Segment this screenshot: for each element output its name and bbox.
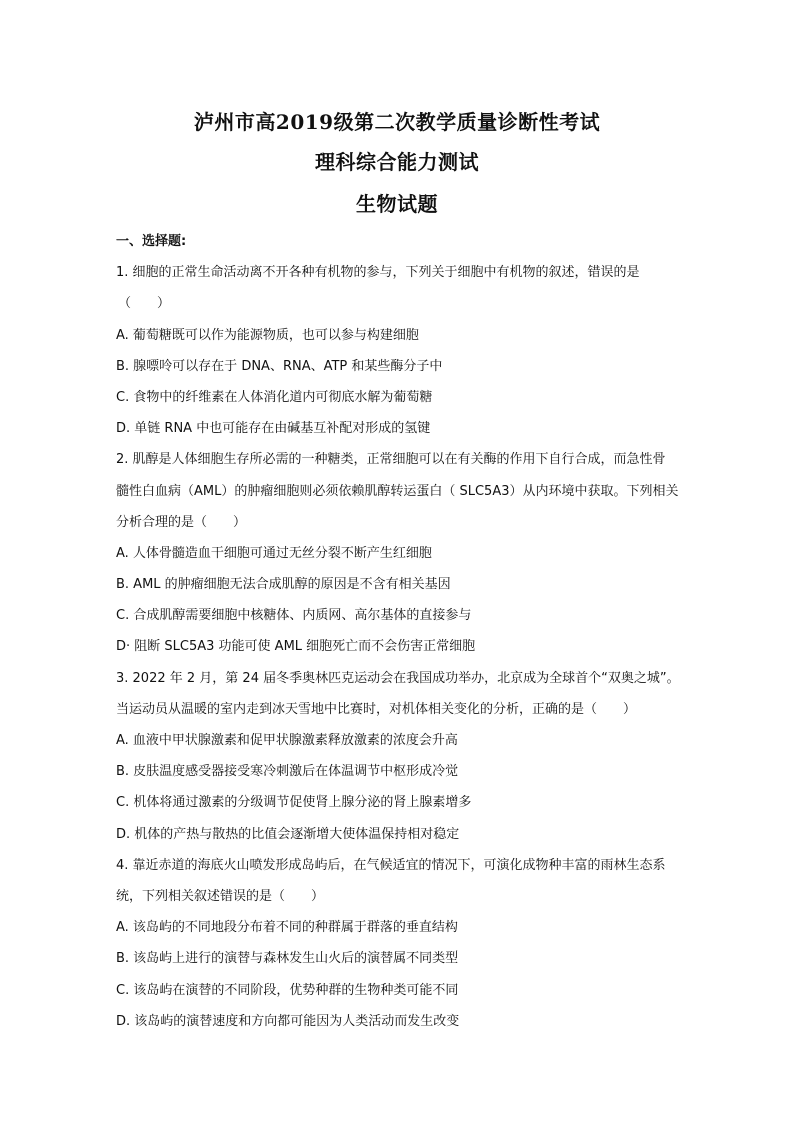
question-stem-line: 3. 2022 年 2 月，第 24 届冬季奥林匹克运动会在我国成功举办，北京成为全球首个“双奥之城”。 — [116, 670, 680, 686]
option-d: D. 单链 RNA 中也可能存在由碱基互补配对形成的氢键 — [116, 421, 431, 437]
question-stem-line: 统，下列相关叙述错误的是（ ） — [116, 888, 325, 904]
question-2 — [116, 444, 691, 662]
question-stem-line: 1. 细胞的正常生命活动离不开各种有机物的参与，下列关于细胞中有机物的叙述，错误的是 — [116, 265, 640, 281]
exam-title: 泸州市高2019级第二次教学质量诊断性考试 — [193, 110, 601, 134]
subject-title: 生物试题 — [356, 192, 438, 216]
option-d: D. 该岛屿的演替速度和方向都可能因为人类活动而发生改变 — [116, 1013, 460, 1029]
option-d: D. 机体的产热与散热的比值会逐渐增大使体温保持相对稳定 — [116, 826, 460, 842]
option-c: C. 机体将通过激素的分级调节促使肾上腺分泌的肾上腺素增多 — [116, 795, 472, 811]
question-stem-line: 髓性白血病（AML）的肿瘤细胞则必须依赖肌醇转运蛋白（ SLC5A3）从内环境中获取。下列相关 — [116, 483, 679, 499]
option-d: D· 阻断 SLC5A3 功能可使 AML 细胞死亡而不会伤害正常细胞 — [116, 639, 476, 655]
option-b: B. 皮肤温度感受器接受寒冷刺激后在体温调节中枢形成冷觉 — [116, 764, 459, 780]
question-stem-line: 分析合理的是（ ） — [116, 514, 247, 530]
option-b: B. 该岛屿上进行的演替与森林发生山火后的演替属不同类型 — [116, 951, 459, 967]
option-b: B. AML 的肿瘤细胞无法合成肌醇的原因是不含有相关基因 — [116, 577, 451, 593]
option-c: C. 合成肌醇需要细胞中核糖体、内质网、高尔基体的直接参与 — [116, 608, 472, 624]
question-content — [116, 226, 691, 1037]
option-a: A. 血液中甲状腺激素和促甲状腺激素释放激素的浓度会升高 — [116, 733, 458, 748]
option-c: C. 食物中的纤维素在人体消化道内可彻底水解为葡萄糖 — [116, 389, 433, 405]
question-stem-line: 2. 肌醇是人体细胞生存所必需的一种糖类，正常细胞可以在有关酶的作用下自行合成，而急性骨 — [116, 452, 666, 468]
section-heading: 一、选择题: — [116, 234, 187, 249]
option-a: A. 葡萄糖既可以作为能源物质，也可以参与构建细胞 — [116, 327, 419, 343]
option-c: C. 该岛屿在演替的不同阶段，优势种群的生物种类可能不同 — [116, 982, 459, 998]
question-1 — [116, 257, 691, 444]
question-stem-line: （ ） — [118, 296, 171, 312]
option-b: B. 腺嘌呤可以存在于 DNA、RNA、ATP 和某些酶分子中 — [116, 358, 443, 374]
question-4 — [116, 850, 691, 1037]
option-a: A. 人体骨髓造血干细胞可通过无丝分裂不断产生红细胞 — [116, 545, 432, 561]
question-stem-line: 当运动员从温暖的室内走到冰天雪地中比赛时，对机体相关变化的分析，正确的是（ ） — [116, 701, 637, 717]
option-a: A. 该岛屿的不同地段分布着不同的种群属于群落的垂直结构 — [116, 920, 458, 936]
question-3 — [116, 663, 691, 850]
exam-subtitle: 理科综合能力测试 — [315, 150, 479, 174]
question-stem-line: 4. 靠近赤道的海底火山喷发形成岛屿后，在气候适宜的情况下，可演化成物种丰富的雨林生态系 — [116, 857, 666, 873]
